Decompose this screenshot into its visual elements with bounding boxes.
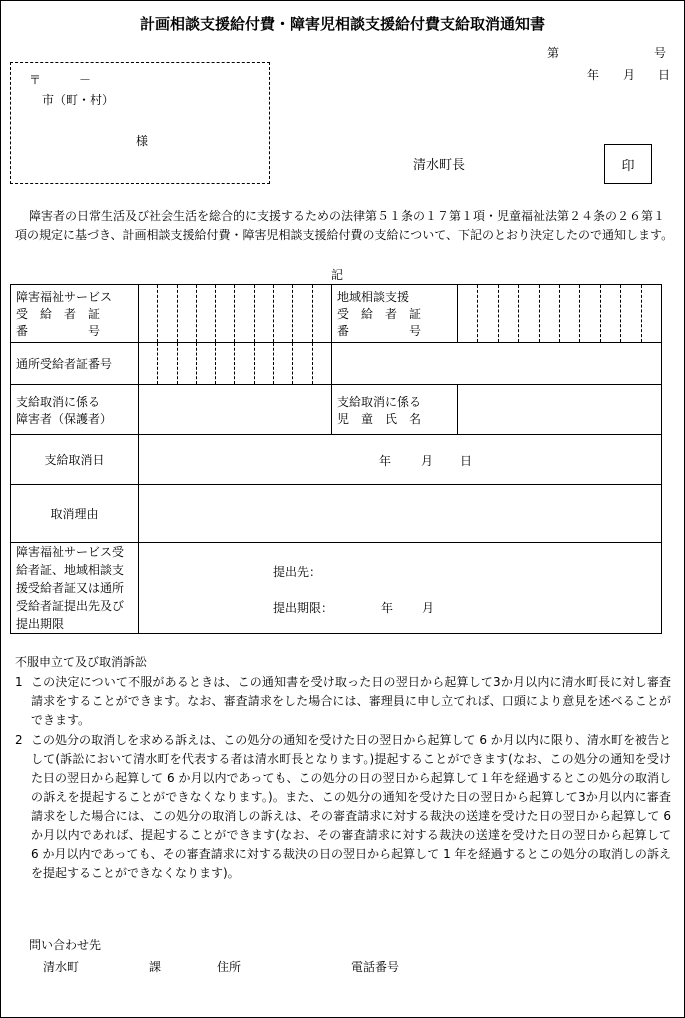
address-box <box>10 62 270 184</box>
appeal-item-text: この決定について不服があるときは、この通知書を受け取った日の翌日から起算して3か月以内に清水町長に対し審査請求をすることができます。なお、審査請求をした場合には、審理員に申し立てれば、口頭により意見を述べることができます。 <box>31 675 671 727</box>
submission-deadline-month: 月 <box>422 601 435 615</box>
service-certificate-number-cells <box>139 285 332 343</box>
contact-heading: 問い合わせ先 <box>29 938 102 952</box>
appeal-item <box>15 673 671 730</box>
appeal-item-text: この処分の取消しを求める訴えは、この処分の通知を受けた日の翌日から起算して 6 か月以内に限り、清水町を被告として(訴訟において清水町を代表する者は清水町長となります。)提起することができます(なお、この処分の通知を受けた日の翌日から起算して 6 か月以内であっても、この処分の日の翌日から起算して１年を経過するとこの処分の取消しの訴えを提起することができなくなります。)。また、この処分の通知を受けた日の翌日から起算して3か月以内に審査請求をした場合には、この処分の取消しの訴えは、その審査請求に対する裁決の送達を受けた日の翌日から起算して 6 か月以内であれば、提起することができます(なお、その審査請求に対する裁決の送達を受けた日の翌日から起算して 6 か月以内であっても、その審査請求に対する裁決の日の翌日から起算して 1 年を経過するとこの処分の取消しの訴えを提起することができなくなります)。 <box>31 733 671 880</box>
ki-label: 記 <box>331 268 344 282</box>
notice-form-table <box>10 284 662 634</box>
label-line: 提出期限 <box>16 617 65 631</box>
label-line: 障害福祉サービス受 <box>16 545 125 559</box>
disabled-person-value <box>139 385 332 435</box>
cancel-date-day: 日 <box>460 453 473 468</box>
document-title: 計画相談支援給付費・障害児相談支援給付費支給取消通知書 <box>139 15 545 33</box>
submission-label <box>11 543 139 634</box>
label-line: 受 給 者 証 <box>16 307 101 321</box>
postal-dash: － <box>79 73 92 87</box>
digit-boxes <box>139 343 331 384</box>
form-row-cancel-date <box>11 435 662 485</box>
label-line: 援受給者証又は通所 <box>16 581 125 595</box>
form-row-day-service-number <box>11 343 662 385</box>
child-name-label <box>332 385 458 435</box>
label-line: 障害福祉サービス <box>16 290 113 304</box>
issuer-name: 清水町長 <box>413 158 466 173</box>
appeal-item-number: 1 <box>15 675 23 689</box>
submission-destination-label: 提出先： <box>273 565 322 579</box>
community-certificate-number-cells <box>458 285 662 343</box>
cancel-date-value <box>139 435 662 485</box>
city-label: 市（町・村） <box>42 93 115 107</box>
label-line: 給者証、地域相談支 <box>16 563 125 577</box>
label-line: 児 童 氏 名 <box>337 411 422 426</box>
blank-cell <box>332 343 662 385</box>
cancel-date-month: 月 <box>421 453 434 468</box>
appeal-item-number: 2 <box>15 733 23 747</box>
appeal-heading: 不服申立て及び取消訴訟 <box>15 655 148 669</box>
appeal-notes <box>15 673 671 883</box>
intro-paragraph: 障害者の日常生活及び社会生活を総合的に支援するための法律第５１条の１７第１項・児童福祉法第２４条の２６第１項の規定に基づき、計画相談支援給付費・障害児相談支援給付費の支給について、下記のとおり決定したので通知します。 <box>15 209 674 242</box>
cancel-reason-label: 取消理由 <box>11 485 139 543</box>
submission-deadline-year: 年 <box>381 601 394 615</box>
day-service-number-label: 通所受給者証番号 <box>11 343 139 385</box>
label-line: 番 号 <box>337 324 422 338</box>
submission-deadline-label: 提出期限： <box>273 601 334 615</box>
seal-box <box>604 144 652 184</box>
day-service-number-cells <box>139 343 332 385</box>
form-row-submission <box>11 543 662 634</box>
form-row-names <box>11 385 662 435</box>
honorific-label: 様 <box>136 134 149 148</box>
digit-boxes <box>458 285 661 342</box>
contact-address: 住所 <box>217 960 242 974</box>
label-line: 受給者証提出先及び <box>16 599 125 613</box>
label-line: 地域相談支援 <box>337 290 410 304</box>
service-certificate-label <box>11 285 139 343</box>
form-row-certificate-numbers <box>11 285 662 343</box>
postal-mark: 〒 <box>29 73 42 87</box>
seal-label: 印 <box>621 158 635 174</box>
document-number-suffix: 号 <box>654 46 667 60</box>
date-day: 日 <box>658 68 671 82</box>
label-line: 受 給 者 証 <box>337 307 422 321</box>
contact-town: 清水町 <box>43 960 80 974</box>
cancel-reason-value <box>139 485 662 543</box>
contact-section: 課 <box>149 960 162 974</box>
label-line: 障害者（保護者） <box>16 411 113 426</box>
cancel-date-year: 年 <box>379 453 392 468</box>
digit-boxes <box>139 285 331 342</box>
date-month: 月 <box>623 68 636 82</box>
contact-phone: 電話番号 <box>351 960 400 974</box>
appeal-item <box>15 731 671 883</box>
date-year: 年 <box>587 68 600 82</box>
cancel-date-label: 支給取消日 <box>11 435 139 485</box>
label-line: 支給取消に係る <box>337 394 422 409</box>
form-row-reason <box>11 485 662 543</box>
child-name-value <box>458 385 662 435</box>
disabled-person-label <box>11 385 139 435</box>
community-certificate-label <box>332 285 458 343</box>
submission-value <box>139 543 662 634</box>
document-number-prefix: 第 <box>547 46 560 60</box>
label-line: 支給取消に係る <box>16 394 101 409</box>
label-line: 番 号 <box>16 324 101 338</box>
